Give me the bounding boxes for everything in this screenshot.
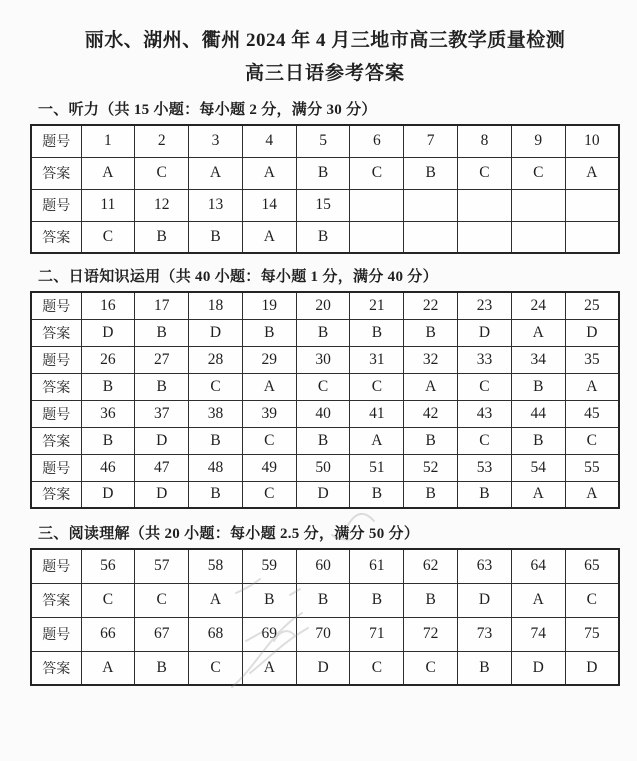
table-row bbox=[31, 583, 619, 617]
row-label-cell: 答案 bbox=[31, 157, 81, 189]
answer-cell: B bbox=[189, 221, 243, 253]
page-title: 丽水、湖州、衢州 2024 年 4 月三地市高三教学质量检测 bbox=[84, 30, 566, 51]
answer-cell: A bbox=[81, 157, 135, 189]
answer-cell bbox=[350, 221, 404, 253]
question-number-cell: 49 bbox=[242, 454, 296, 481]
answer-cell: A bbox=[511, 583, 565, 617]
question-number-cell: 22 bbox=[404, 292, 458, 319]
answer-cell: D bbox=[189, 319, 243, 346]
question-number-cell: 14 bbox=[242, 189, 296, 221]
answer-cell: D bbox=[458, 583, 512, 617]
question-number-cell: 59 bbox=[242, 549, 296, 583]
question-number-cell: 67 bbox=[135, 617, 189, 651]
answer-cell: C bbox=[511, 157, 565, 189]
answer-cell: B bbox=[135, 651, 189, 685]
answer-cell: C bbox=[458, 427, 512, 454]
question-number-cell: 26 bbox=[81, 346, 135, 373]
answer-cell bbox=[404, 221, 458, 253]
question-number-cell: 71 bbox=[350, 617, 404, 651]
question-number-cell: 41 bbox=[350, 400, 404, 427]
answer-cell: B bbox=[135, 319, 189, 346]
answer-cell bbox=[458, 221, 512, 253]
question-number-cell: 38 bbox=[189, 400, 243, 427]
question-number-cell: 20 bbox=[296, 292, 350, 319]
question-number-cell: 33 bbox=[458, 346, 512, 373]
question-number-cell: 45 bbox=[565, 400, 619, 427]
question-number-cell: 25 bbox=[565, 292, 619, 319]
answer-cell: B bbox=[404, 157, 458, 189]
question-number-cell: 17 bbox=[135, 292, 189, 319]
question-number-cell: 60 bbox=[296, 549, 350, 583]
answer-cell: C bbox=[565, 427, 619, 454]
question-number-cell: 24 bbox=[511, 292, 565, 319]
question-number-cell: 16 bbox=[81, 292, 135, 319]
answer-cell: A bbox=[350, 427, 404, 454]
table-row bbox=[31, 427, 619, 454]
answer-cell: B bbox=[458, 481, 512, 508]
answer-cell: C bbox=[81, 221, 135, 253]
answer-cell: D bbox=[135, 481, 189, 508]
row-label-cell: 题号 bbox=[31, 617, 81, 651]
answer-cell: C bbox=[296, 373, 350, 400]
question-number-cell: 58 bbox=[189, 549, 243, 583]
question-number-cell: 68 bbox=[189, 617, 243, 651]
question-number-cell: 28 bbox=[189, 346, 243, 373]
question-number-cell: 52 bbox=[404, 454, 458, 481]
answer-cell: A bbox=[242, 221, 296, 253]
answer-cell: A bbox=[511, 481, 565, 508]
question-number-cell: 32 bbox=[404, 346, 458, 373]
question-number-cell: 62 bbox=[404, 549, 458, 583]
question-number-cell: 50 bbox=[296, 454, 350, 481]
question-number-cell: 63 bbox=[458, 549, 512, 583]
question-number-cell: 31 bbox=[350, 346, 404, 373]
answer-cell: C bbox=[135, 157, 189, 189]
row-label-cell: 题号 bbox=[31, 400, 81, 427]
row-label-cell: 题号 bbox=[31, 454, 81, 481]
row-label-cell: 题号 bbox=[31, 125, 81, 157]
question-number-cell: 12 bbox=[135, 189, 189, 221]
answer-cell: B bbox=[511, 373, 565, 400]
row-label-cell: 答案 bbox=[31, 221, 81, 253]
answer-cell: C bbox=[458, 373, 512, 400]
answer-cell: A bbox=[565, 373, 619, 400]
reading-answer-table bbox=[30, 548, 620, 686]
question-number-cell: 55 bbox=[565, 454, 619, 481]
row-label-cell: 题号 bbox=[31, 189, 81, 221]
question-number-cell: 2 bbox=[135, 125, 189, 157]
row-label-cell: 题号 bbox=[31, 549, 81, 583]
question-number-cell: 54 bbox=[511, 454, 565, 481]
section-reading-comprehension bbox=[30, 524, 620, 686]
answer-cell: D bbox=[296, 651, 350, 685]
answer-cell: A bbox=[565, 481, 619, 508]
answer-cell: B bbox=[350, 319, 404, 346]
question-number-cell: 27 bbox=[135, 346, 189, 373]
answer-cell: A bbox=[189, 583, 243, 617]
answer-cell: D bbox=[135, 427, 189, 454]
language-knowledge-answer-table bbox=[30, 291, 620, 509]
row-label-cell: 答案 bbox=[31, 583, 81, 617]
answer-cell: B bbox=[404, 481, 458, 508]
question-number-cell: 56 bbox=[81, 549, 135, 583]
question-number-cell: 1 bbox=[81, 125, 135, 157]
answer-cell: D bbox=[458, 319, 512, 346]
answer-cell: B bbox=[511, 427, 565, 454]
answer-key-page bbox=[0, 27, 637, 761]
answer-cell: B bbox=[296, 583, 350, 617]
question-number-cell: 64 bbox=[511, 549, 565, 583]
question-number-cell: 69 bbox=[242, 617, 296, 651]
answer-cell: B bbox=[296, 157, 350, 189]
row-label-cell: 答案 bbox=[31, 319, 81, 346]
question-number-cell: 73 bbox=[458, 617, 512, 651]
question-number-cell: 40 bbox=[296, 400, 350, 427]
answer-cell: A bbox=[404, 373, 458, 400]
answer-cell: C bbox=[189, 373, 243, 400]
answer-cell: C bbox=[81, 583, 135, 617]
answer-cell: A bbox=[242, 157, 296, 189]
table-row bbox=[31, 400, 619, 427]
question-number-cell: 72 bbox=[404, 617, 458, 651]
table-row bbox=[31, 346, 619, 373]
section-heading-language-knowledge: 二、日语知识运用（共 40 小题：每小题 1 分，满分 40 分） bbox=[38, 269, 438, 285]
answer-cell: C bbox=[242, 427, 296, 454]
question-number-cell: 74 bbox=[511, 617, 565, 651]
answer-cell: C bbox=[242, 481, 296, 508]
answer-cell: D bbox=[81, 319, 135, 346]
table-row bbox=[31, 125, 619, 157]
answer-cell: D bbox=[81, 481, 135, 508]
answer-cell: C bbox=[404, 651, 458, 685]
question-number-cell: 4 bbox=[242, 125, 296, 157]
table-row bbox=[31, 292, 619, 319]
question-number-cell: 44 bbox=[511, 400, 565, 427]
row-label-cell: 答案 bbox=[31, 427, 81, 454]
question-number-cell bbox=[565, 189, 619, 221]
question-number-cell: 3 bbox=[189, 125, 243, 157]
table-row bbox=[31, 454, 619, 481]
question-number-cell bbox=[511, 189, 565, 221]
question-number-cell: 29 bbox=[242, 346, 296, 373]
section-listening bbox=[30, 100, 620, 254]
question-number-cell: 70 bbox=[296, 617, 350, 651]
question-number-cell: 5 bbox=[296, 125, 350, 157]
answer-cell: B bbox=[296, 319, 350, 346]
answer-cell: A bbox=[565, 157, 619, 189]
row-label-cell: 答案 bbox=[31, 481, 81, 508]
answer-cell: B bbox=[296, 221, 350, 253]
section-language-knowledge bbox=[30, 267, 620, 509]
question-number-cell: 75 bbox=[565, 617, 619, 651]
answer-cell: B bbox=[135, 221, 189, 253]
answer-cell: A bbox=[189, 157, 243, 189]
table-row bbox=[31, 651, 619, 685]
answer-cell: B bbox=[350, 583, 404, 617]
answer-cell: B bbox=[350, 481, 404, 508]
section-heading-reading: 三、阅读理解（共 20 小题：每小题 2.5 分，满分 50 分） bbox=[38, 526, 420, 542]
answer-cell bbox=[565, 221, 619, 253]
question-number-cell: 7 bbox=[404, 125, 458, 157]
answer-cell: C bbox=[565, 583, 619, 617]
question-number-cell: 48 bbox=[189, 454, 243, 481]
table-row bbox=[31, 373, 619, 400]
table-row bbox=[31, 189, 619, 221]
question-number-cell: 65 bbox=[565, 549, 619, 583]
answer-cell: A bbox=[242, 373, 296, 400]
question-number-cell: 21 bbox=[350, 292, 404, 319]
answer-cell: D bbox=[565, 319, 619, 346]
answer-cell: B bbox=[189, 427, 243, 454]
question-number-cell: 11 bbox=[81, 189, 135, 221]
question-number-cell: 46 bbox=[81, 454, 135, 481]
answer-cell: B bbox=[242, 583, 296, 617]
table-row bbox=[31, 319, 619, 346]
answer-cell: B bbox=[242, 319, 296, 346]
table-row bbox=[31, 481, 619, 508]
question-number-cell: 37 bbox=[135, 400, 189, 427]
section-heading-listening: 一、听力（共 15 小题：每小题 2 分，满分 30 分） bbox=[38, 102, 377, 118]
question-number-cell: 39 bbox=[242, 400, 296, 427]
row-label-cell: 题号 bbox=[31, 292, 81, 319]
answer-cell: B bbox=[404, 319, 458, 346]
question-number-cell bbox=[350, 189, 404, 221]
table-row bbox=[31, 617, 619, 651]
answer-cell: A bbox=[81, 651, 135, 685]
answer-cell: D bbox=[565, 651, 619, 685]
table-row bbox=[31, 549, 619, 583]
question-number-cell: 23 bbox=[458, 292, 512, 319]
question-number-cell: 66 bbox=[81, 617, 135, 651]
answer-cell: D bbox=[511, 651, 565, 685]
answer-cell: B bbox=[81, 373, 135, 400]
question-number-cell: 10 bbox=[565, 125, 619, 157]
table-row bbox=[31, 221, 619, 253]
page-subtitle: 高三日语参考答案 bbox=[244, 63, 405, 84]
question-number-cell: 8 bbox=[458, 125, 512, 157]
question-number-cell: 15 bbox=[296, 189, 350, 221]
answer-cell: B bbox=[135, 373, 189, 400]
question-number-cell: 51 bbox=[350, 454, 404, 481]
question-number-cell: 6 bbox=[350, 125, 404, 157]
question-number-cell: 61 bbox=[350, 549, 404, 583]
answer-cell: B bbox=[404, 583, 458, 617]
question-number-cell: 9 bbox=[511, 125, 565, 157]
answer-cell: B bbox=[404, 427, 458, 454]
question-number-cell: 43 bbox=[458, 400, 512, 427]
answer-cell: C bbox=[458, 157, 512, 189]
answer-cell: B bbox=[296, 427, 350, 454]
answer-cell: A bbox=[242, 651, 296, 685]
answer-cell: C bbox=[189, 651, 243, 685]
row-label-cell: 答案 bbox=[31, 651, 81, 685]
question-number-cell bbox=[404, 189, 458, 221]
answer-cell: B bbox=[458, 651, 512, 685]
answer-cell: C bbox=[350, 157, 404, 189]
answer-cell: B bbox=[81, 427, 135, 454]
listening-answer-table bbox=[30, 124, 620, 254]
row-label-cell: 题号 bbox=[31, 346, 81, 373]
table-row bbox=[31, 157, 619, 189]
question-number-cell: 47 bbox=[135, 454, 189, 481]
question-number-cell: 36 bbox=[81, 400, 135, 427]
answer-cell: B bbox=[189, 481, 243, 508]
answer-cell: C bbox=[350, 373, 404, 400]
question-number-cell bbox=[458, 189, 512, 221]
question-number-cell: 42 bbox=[404, 400, 458, 427]
row-label-cell: 答案 bbox=[31, 373, 81, 400]
question-number-cell: 19 bbox=[242, 292, 296, 319]
answer-cell: D bbox=[296, 481, 350, 508]
question-number-cell: 13 bbox=[189, 189, 243, 221]
answer-cell: C bbox=[350, 651, 404, 685]
question-number-cell: 18 bbox=[189, 292, 243, 319]
question-number-cell: 30 bbox=[296, 346, 350, 373]
question-number-cell: 57 bbox=[135, 549, 189, 583]
answer-cell: A bbox=[511, 319, 565, 346]
question-number-cell: 53 bbox=[458, 454, 512, 481]
question-number-cell: 34 bbox=[511, 346, 565, 373]
answer-cell: C bbox=[135, 583, 189, 617]
answer-cell bbox=[511, 221, 565, 253]
question-number-cell: 35 bbox=[565, 346, 619, 373]
